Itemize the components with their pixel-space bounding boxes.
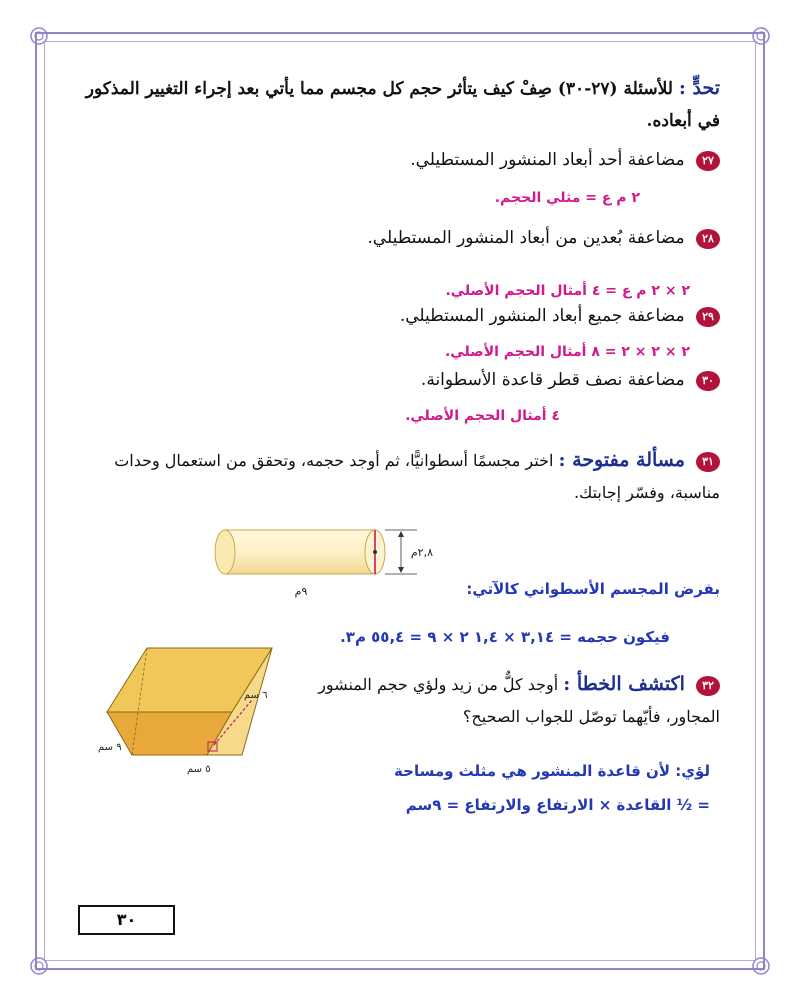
page-number-box	[78, 905, 175, 935]
prism-height-label: ٦ سم	[244, 690, 268, 701]
question-number-badge: ٣١	[696, 452, 720, 472]
answer-text: ٤ أمثال الحجم الأصلي.	[445, 283, 601, 299]
question-text: مضاعفة نصف قطر قاعدة الأسطوانة.	[420, 370, 685, 390]
answer-30	[405, 408, 560, 424]
q31-text: اختر مجسمًا أسطوانيًّا، ثم أوجد حجمه، وتحقق من استعمال وحدات مناسبة، وفسّر إجابتك.	[114, 451, 720, 502]
answer-27	[495, 190, 640, 206]
question-number-badge: ٢٨	[696, 229, 720, 249]
cylinder-figure	[205, 520, 445, 600]
q32-answer-line2: = ½ القاعدة × الارتفاع والارتفاع = ٩سم	[405, 796, 710, 814]
q32-answer-line1: لؤي: لأن قاعدة المنشور هي مثلث ومساحة	[394, 762, 710, 780]
intro-paragraph	[70, 72, 720, 137]
answer-formula: ٢ × ٢ × ٢ =	[599, 344, 690, 360]
corner-ornament-icon	[750, 955, 772, 977]
page-number: ٣٠	[116, 910, 137, 929]
answer-28	[445, 283, 690, 299]
question-text: مضاعفة جميع أبعاد المنشور المستطيلي.	[399, 306, 685, 326]
answer-text: ٨ أمثال الحجم الأصلي.	[444, 344, 600, 360]
cylinder-length-label: ٩م	[294, 585, 308, 598]
intro-text: للأسئلة (٢٧-٣٠) صِفْ كيف يتأثر حجم كل مجسم مما يأتي بعد إجراء التغيير المذكور في أبعاده.	[85, 79, 720, 131]
question-30	[421, 370, 720, 391]
q31-volume-line: فيكون حجمه = ٣,١٤ × ١,٤ ٢ × ٩ = ٥٥,٤ م٣.	[340, 628, 670, 646]
corner-ornament-icon	[750, 25, 772, 47]
question-number-badge: ٣٠	[696, 371, 720, 391]
question-number-badge: ٣٢	[696, 676, 720, 696]
question-27	[410, 150, 720, 171]
intro-keyword: تحدٍّ :	[678, 77, 720, 99]
question-number-badge: ٢٧	[696, 151, 720, 171]
question-31	[70, 444, 720, 509]
answer-formula: ٢ × ٢ م ع =	[600, 283, 690, 299]
answer-29	[445, 344, 690, 360]
q31-keyword: مسألة مفتوحة :	[558, 449, 685, 471]
corner-ornament-icon	[28, 955, 50, 977]
question-29	[400, 306, 720, 327]
prism-figure	[92, 640, 292, 780]
question-28	[367, 228, 720, 249]
q32-keyword: اكتشف الخطأ :	[563, 673, 685, 695]
question-number-badge: ٢٩	[696, 307, 720, 327]
question-32	[300, 668, 720, 733]
question-text: مضاعفة بُعدين من أبعاد المنشور المستطيلي.	[367, 228, 685, 248]
prism-base-label: ٥ سم	[187, 764, 211, 775]
answer-text: ٤ أمثال الحجم الأصلي.	[405, 408, 560, 424]
question-text: مضاعفة أحد أبعاد المنشور المستطيلي.	[410, 150, 685, 170]
q31-assume: بفرض المجسم الأسطواني كالآتي:	[466, 580, 720, 598]
answer-text: مثلي الحجم.	[494, 190, 581, 206]
corner-ornament-icon	[28, 25, 50, 47]
prism-length-label: ٩ سم	[98, 742, 122, 753]
q32-text: أوجد كلٌّ من زيد ولؤي حجم المنشور المجاور، فأيّهما توصّل للجواب الصحيح؟	[318, 675, 720, 726]
cylinder-height-label: ٢,٨م	[410, 546, 433, 559]
answer-formula: ٢ م ع =	[580, 190, 640, 206]
